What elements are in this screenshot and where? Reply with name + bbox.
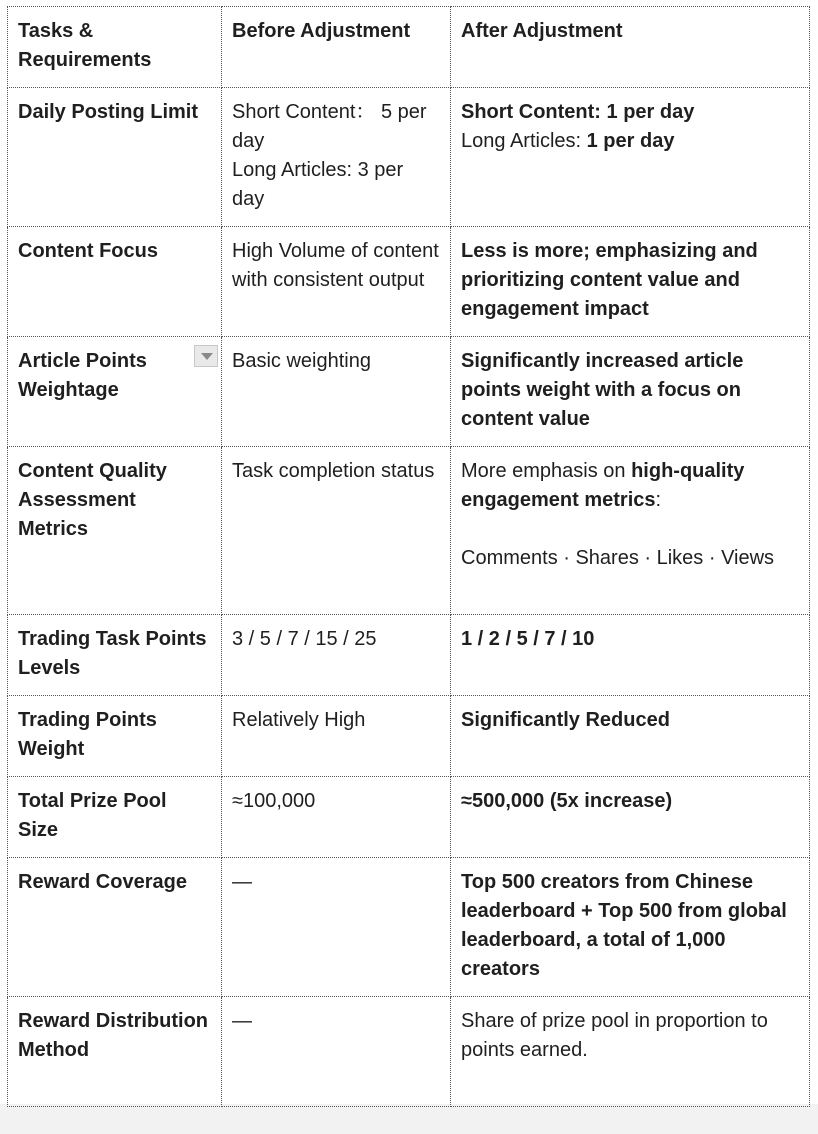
table-row bbox=[8, 337, 810, 447]
row-label-content-focus: Content Focus bbox=[8, 227, 222, 337]
header-row bbox=[8, 7, 810, 88]
row-label-reward-distribution: Reward Distribution Method bbox=[8, 997, 222, 1107]
quality-emphasis: high-quality engagement metrics bbox=[461, 460, 745, 511]
header-before: Before Adjustment bbox=[222, 7, 451, 88]
cell-before-trading-task-levels: 3 / 5 / 7 / 15 / 25 bbox=[222, 615, 451, 696]
header-after: After Adjustment bbox=[451, 7, 810, 88]
table-row bbox=[8, 88, 810, 227]
cell-before-reward-coverage: — bbox=[222, 858, 451, 997]
row-label-daily-posting-limit: Daily Posting Limit bbox=[8, 88, 222, 227]
cell-before-daily-posting-limit bbox=[222, 88, 451, 227]
cell-after-trading-points-weight: Significantly Reduced bbox=[451, 696, 810, 777]
dropdown-arrow-icon[interactable] bbox=[194, 345, 218, 367]
article-points-label: Article Points Weightage bbox=[18, 350, 147, 401]
table-row bbox=[8, 858, 810, 997]
table-row bbox=[8, 447, 810, 615]
table-row bbox=[8, 777, 810, 858]
quality-prefix: More emphasis on bbox=[461, 460, 632, 482]
cell-after-daily-posting-limit bbox=[451, 88, 810, 227]
cell-before-reward-distribution: — bbox=[222, 997, 451, 1107]
table-row bbox=[8, 997, 810, 1107]
after-long-label: Long Articles: bbox=[461, 130, 587, 152]
spacer bbox=[461, 515, 799, 544]
cell-after-total-prize-pool: ≈500,000 (5x increase) bbox=[451, 777, 810, 858]
row-label-trading-task-levels: Trading Task Points Levels bbox=[8, 615, 222, 696]
cell-after-article-points: Significantly increased article points weight with a focus on content value bbox=[451, 337, 810, 447]
cell-before-trading-points-weight: Relatively High bbox=[222, 696, 451, 777]
row-label-content-quality: Content Quality Assessment Metrics bbox=[8, 447, 222, 615]
cell-before-total-prize-pool: ≈100,000 bbox=[222, 777, 451, 858]
row-label-total-prize-pool: Total Prize Pool Size bbox=[8, 777, 222, 858]
cell-after-trading-task-levels: 1 / 2 / 5 / 7 / 10 bbox=[451, 615, 810, 696]
before-short-content: Short Content： 5 per day bbox=[232, 101, 427, 152]
cell-before-content-quality: Task completion status bbox=[222, 447, 451, 615]
cell-before-content-focus: High Volume of content with consistent output bbox=[222, 227, 451, 337]
quality-metrics-list: Comments · Shares · Likes · Views bbox=[461, 547, 775, 569]
comparison-table bbox=[7, 6, 810, 1107]
before-long-articles: Long Articles: 3 per day bbox=[232, 159, 404, 210]
cell-after-content-quality bbox=[451, 447, 810, 615]
cell-after-reward-distribution: Share of prize pool in proportion to points earned. bbox=[451, 997, 810, 1107]
row-label-trading-points-weight: Trading Points Weight bbox=[8, 696, 222, 777]
table-row bbox=[8, 227, 810, 337]
cell-before-article-points: Basic weighting bbox=[222, 337, 451, 447]
row-label-article-points-weightage bbox=[8, 337, 222, 447]
cell-after-reward-coverage: Top 500 creators from Chinese leaderboard + Top 500 from global leaderboard, a total of 1,000 creators bbox=[451, 858, 810, 997]
row-label-reward-coverage: Reward Coverage bbox=[8, 858, 222, 997]
table-row bbox=[8, 696, 810, 777]
after-short-content: Short Content: 1 per day bbox=[461, 101, 695, 123]
cell-after-content-focus: Less is more; emphasizing and prioritizing content value and engagement impact bbox=[451, 227, 810, 337]
table-row bbox=[8, 615, 810, 696]
after-long-value: 1 per day bbox=[586, 130, 675, 152]
quality-suffix: : bbox=[655, 489, 662, 511]
after-long-articles bbox=[461, 127, 799, 156]
header-tasks: Tasks & Requirements bbox=[8, 7, 222, 88]
